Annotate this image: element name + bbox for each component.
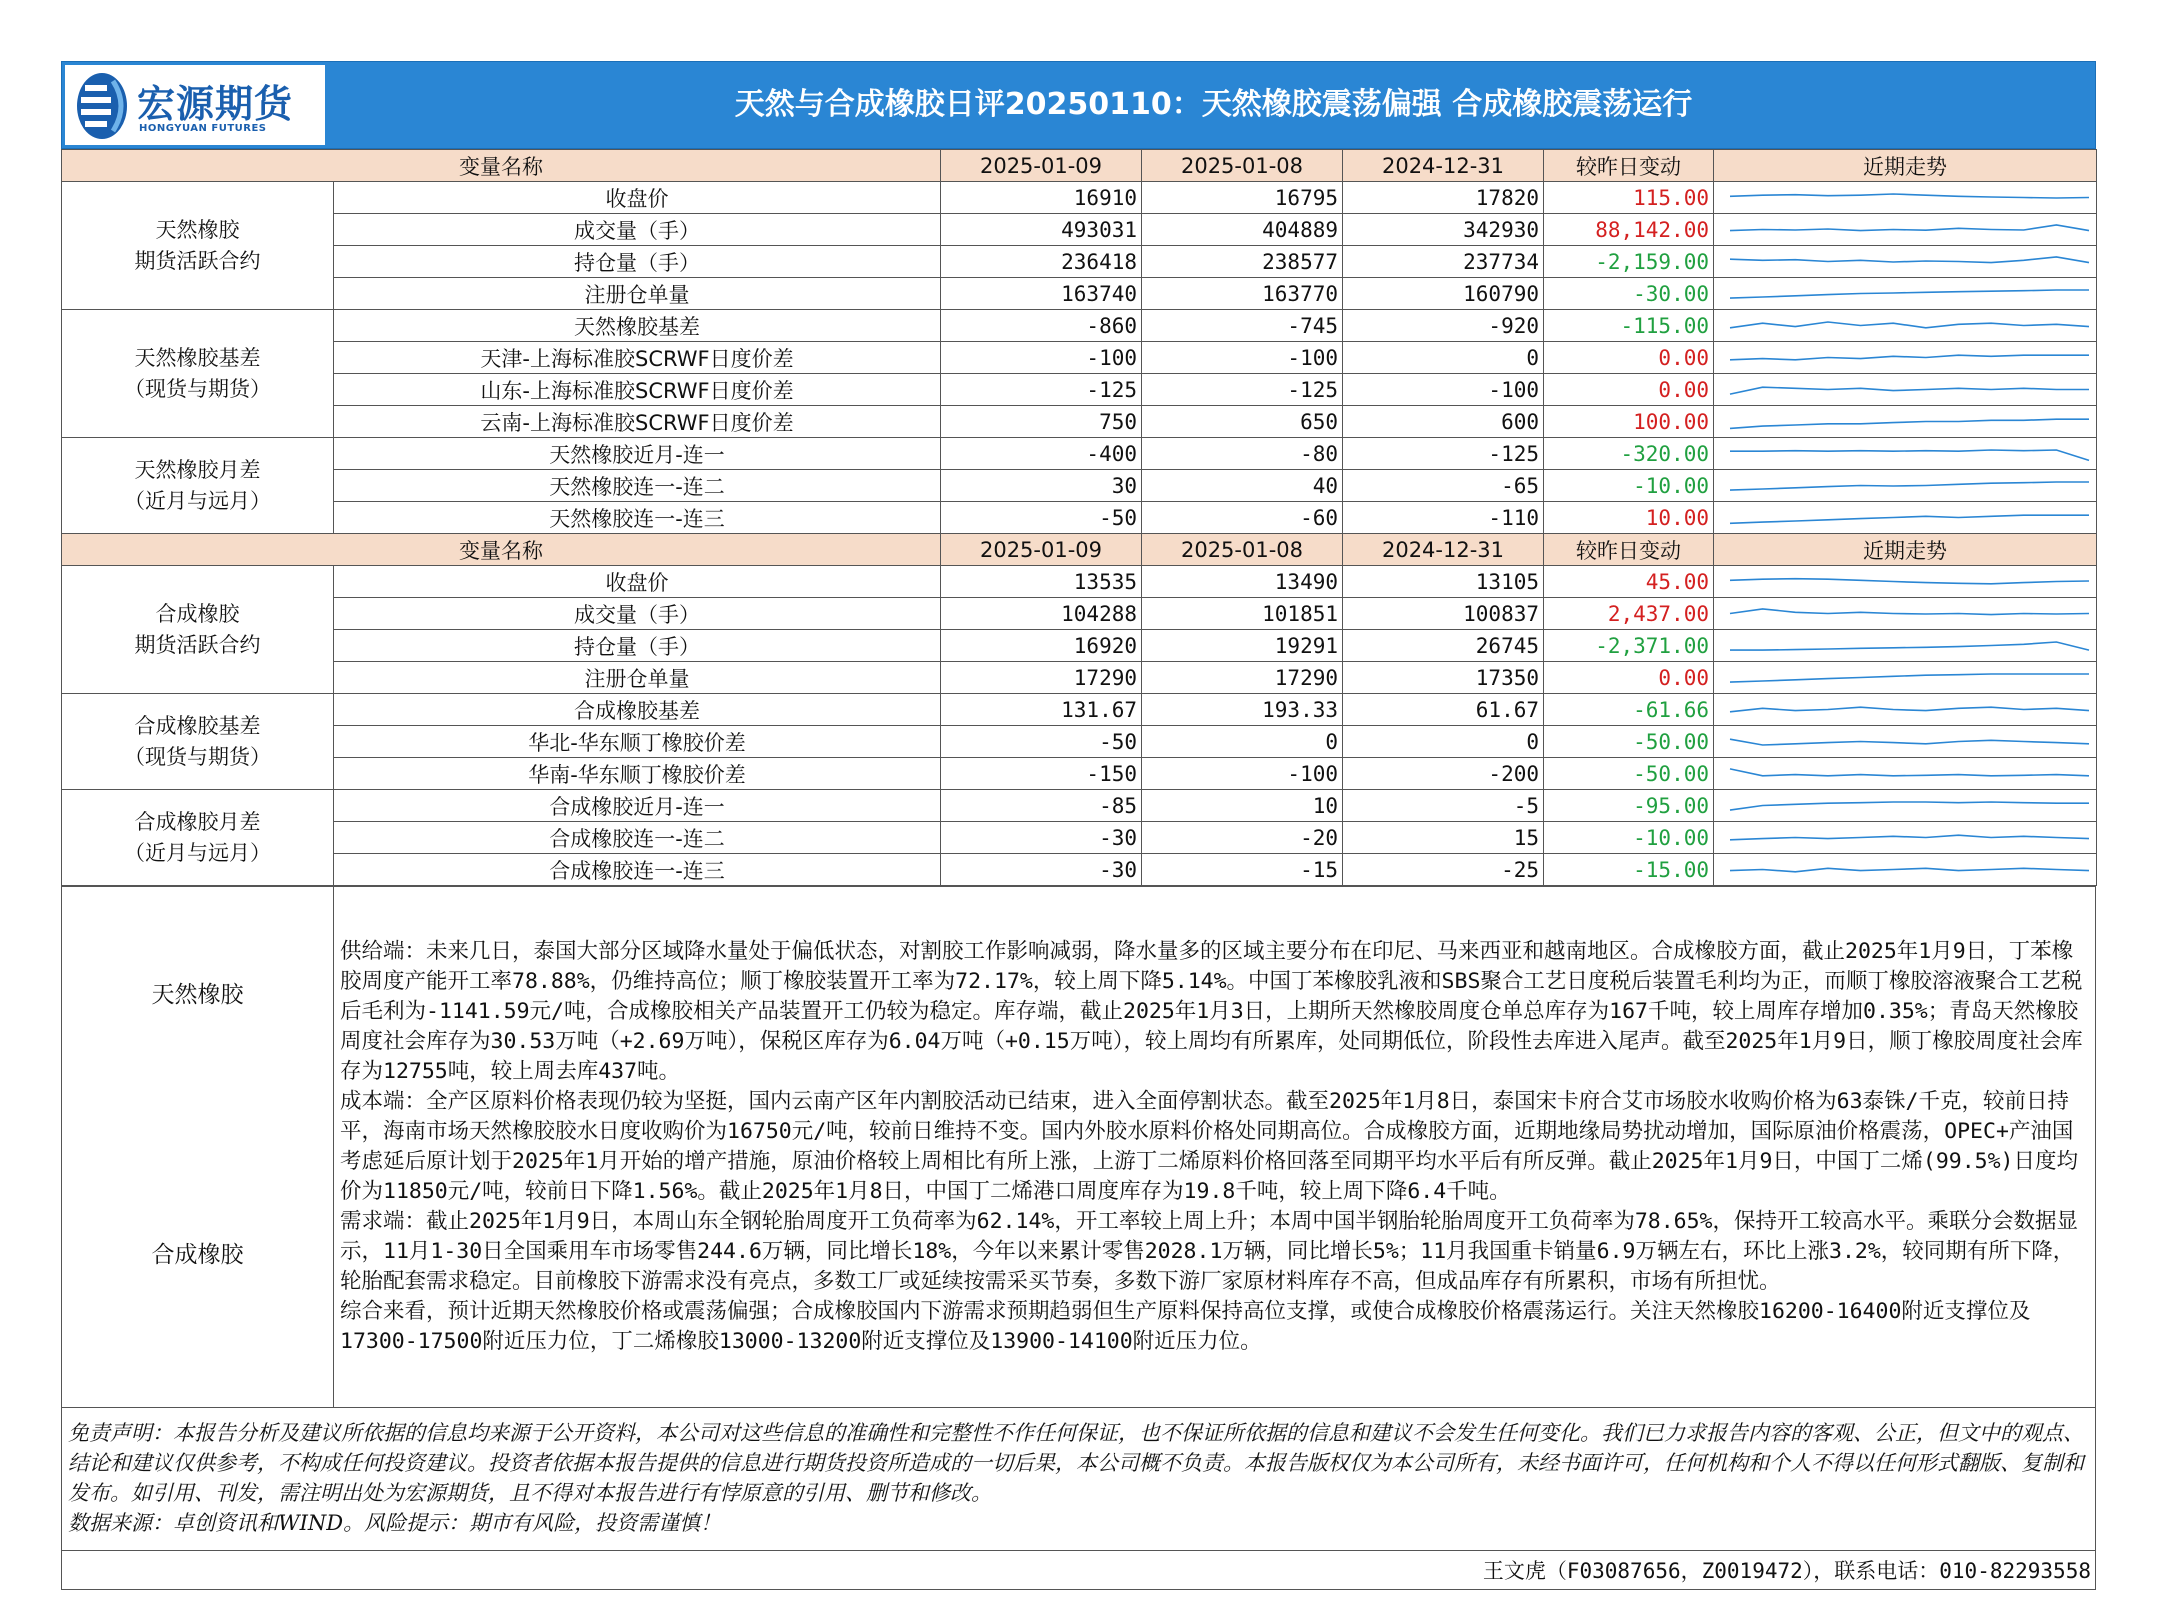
trend-sparkline [1714,694,2097,726]
group-category: 天然橡胶月差 （近月与远月） [62,438,334,534]
variable-name: 天然橡胶近月-连一 [334,438,941,470]
commentary-label-natural: 天然橡胶 [151,981,244,1008]
data-source-text: 数据来源：卓创资讯和WIND。风险提示：期市有风险，投资需谨慎！ [68,1511,722,1535]
value-date-1: 163740 [941,278,1142,310]
daily-change: 2,437.00 [1544,598,1714,630]
sparkline-line [1730,419,2089,428]
value-date-3: -65 [1343,470,1544,502]
group-category: 合成橡胶基差 （现货与期货） [62,694,334,790]
report-header [61,61,2096,149]
group-category: 天然橡胶 期货活跃合约 [62,182,334,310]
synthetic-header-row [62,534,2097,566]
value-date-2: 101851 [1142,598,1343,630]
table-row [62,374,2097,406]
value-date-3: 100837 [1343,598,1544,630]
analyst-footer: 王文虎（F03087656，Z0019472），联系电话：010-82293558 [61,1551,2096,1590]
trend-sparkline [1714,406,2097,438]
daily-change: 10.00 [1544,502,1714,534]
table-row [62,278,2097,310]
variable-name: 成交量（手） [334,214,941,246]
daily-change: -2,159.00 [1544,246,1714,278]
value-date-3: 17820 [1343,182,1544,214]
variable-name: 华南-华东顺丁橡胶价差 [334,758,941,790]
daily-change: 88,142.00 [1544,214,1714,246]
sparkline-chart [1718,374,2097,405]
sparkline-chart [1718,310,2097,341]
table-row [62,630,2097,662]
daily-change: -50.00 [1544,726,1714,758]
header-date-1: 2025-01-09 [941,534,1142,566]
trend-sparkline [1714,598,2097,630]
table-row [62,502,2097,534]
variable-name: 注册仓单量 [334,278,941,310]
sparkline-chart [1718,758,2097,789]
variable-name: 合成橡胶基差 [334,694,941,726]
daily-change: 0.00 [1544,374,1714,406]
value-date-1: 16920 [941,630,1142,662]
daily-change: -320.00 [1544,438,1714,470]
sparkline-chart [1718,246,2097,277]
value-date-3: 15 [1343,822,1544,854]
value-date-1: 236418 [941,246,1142,278]
trend-sparkline [1714,758,2097,790]
sparkline-line [1730,802,2089,810]
daily-change: -115.00 [1544,310,1714,342]
sparkline-line [1730,482,2089,490]
value-date-1: 750 [941,406,1142,438]
sparkline-chart [1718,438,2097,469]
daily-change: -15.00 [1544,854,1714,886]
header-change: 较昨日变动 [1544,534,1714,566]
supply-paragraph: 供给端：未来几日，泰国大部分区域降水量处于偏低状态，对割胶工作影响减弱，降水量多的区域主要分布在印尼、马来西亚和越南地区。合成橡胶方面，截止2025年1月9日，丁苯橡胶周度产能开工率78.88%，仍维持高位；顺丁橡胶装置开工率为72.17%，较上周下降5.14%。中国丁苯橡胶乳液和SBS聚合工艺日度税后装置毛利均为正，而顺丁橡胶溶液聚合工艺税后毛利为-1141.59元/吨，合成橡胶相关产品装置开工仍较为稳定。库存端，截止2025年1月3日，上期所天然橡胶周度仓单总库存为167千吨，较上周库存增加0.35%；青岛天然橡胶周度社会库存为30.53万吨（+2.69万吨），保税区库存为6.04万吨（+0.15万吨），较上周均有所累库，处同期低位，阶段性去库进入尾声。截至2025年1月9日，顺丁橡胶周度社会库存为12755吨，较上周去库437吨。 [340,939,2083,1084]
daily-change: 0.00 [1544,342,1714,374]
sparkline-line [1730,609,2089,615]
value-date-1: -30 [941,822,1142,854]
value-date-2: 40 [1142,470,1343,502]
header-date-2: 2025-01-08 [1142,534,1343,566]
commentary-categories [62,887,334,1408]
value-date-3: -100 [1343,374,1544,406]
demand-paragraph: 需求端：截止2025年1月9日，本周山东全钢轮胎周度开工负荷率为62.14%，开工率较上周上升；本周中国半钢胎轮胎周度开工负荷率为78.65%，保持开工较高水平。乘联分会数据显示，11月1-30日全国乘用车市场零售244.6万辆，同比增长18%，今年以来累计零售2028.1万辆，同比增长5%；11月我国重卡销量6.9万辆左右，环比上涨3.2%，较同期有所下降，轮胎配套需求稳定。目前橡胶下游需求没有亮点，多数工厂或延续按需采买节奏，多数下游厂家原材料库存不高，但成品库存有所累积，市场有所担忧。 [340,1209,2079,1294]
value-date-1: -85 [941,790,1142,822]
value-date-1: -50 [941,502,1142,534]
sparkline-line [1730,835,2089,840]
value-date-2: -100 [1142,758,1343,790]
daily-change: -61.66 [1544,694,1714,726]
header-change: 较昨日变动 [1544,150,1714,182]
value-date-2: 163770 [1142,278,1343,310]
value-date-3: -200 [1343,758,1544,790]
daily-change: 45.00 [1544,566,1714,598]
trend-sparkline [1714,566,2097,598]
variable-name: 合成橡胶连一-连二 [334,822,941,854]
daily-change: -10.00 [1544,470,1714,502]
header-date-1: 2025-01-09 [941,150,1142,182]
variable-name: 持仓量（手） [334,630,941,662]
commentary-text [334,887,2096,1408]
value-date-2: 404889 [1142,214,1343,246]
report-title: 天然与合成橡胶日评20250110：天然橡胶震荡偏强 合成橡胶震荡运行 [734,87,1693,122]
variable-name: 天然橡胶连一-连二 [334,470,941,502]
table-row [62,598,2097,630]
value-date-2: -80 [1142,438,1343,470]
logo-text-cn: 宏源期货 [137,82,294,126]
daily-change: 0.00 [1544,662,1714,694]
value-date-2: 193.33 [1142,694,1343,726]
sparkline-line [1730,290,2089,298]
trend-sparkline [1714,854,2097,886]
daily-change: 115.00 [1544,182,1714,214]
company-logo [65,65,325,145]
value-date-1: 30 [941,470,1142,502]
value-date-3: -110 [1343,502,1544,534]
daily-change: -2,371.00 [1544,630,1714,662]
value-date-2: 19291 [1142,630,1343,662]
trend-sparkline [1714,502,2097,534]
trend-sparkline [1714,374,2097,406]
trend-sparkline [1714,470,2097,502]
trend-sparkline [1714,630,2097,662]
variable-name: 云南-上海标准胶SCRWF日度价差 [334,406,941,438]
sparkline-line [1730,257,2089,263]
trend-sparkline [1714,214,2097,246]
value-date-3: 13105 [1343,566,1544,598]
value-date-2: -20 [1142,822,1343,854]
variable-name: 合成橡胶近月-连一 [334,790,941,822]
value-date-3: -920 [1343,310,1544,342]
value-date-2: -125 [1142,374,1343,406]
value-date-2: -60 [1142,502,1343,534]
sparkline-line [1730,322,2089,328]
value-date-2: -100 [1142,342,1343,374]
disclaimer-text: 免责声明：本报告分析及建议所依据的信息均来源于公开资料，本公司对这些信息的准确性和完整性不作任何保证，也不保证所依据的信息和建议不会发生任何变化。我们已力求报告内容的客观、公正，但文中的观点、结论和建议仅供参考，不构成任何投资建议。投资者依据本报告提供的信息进行期货投资所造成的一切后果，本公司概不负责。本报告版权仅为本公司所有，未经书面许可，任何机构和个人不得以任何形式翻版、复制和发布。如引用、刊发，需注明出处为宏源期货，且不得对本报告进行有悖原意的引用、删节和修改。 [68,1421,2084,1505]
value-date-3: 61.67 [1343,694,1544,726]
sparkline-chart [1718,406,2097,437]
variable-name: 山东-上海标准胶SCRWF日度价差 [334,374,941,406]
daily-change: -30.00 [1544,278,1714,310]
sparkline-line [1730,355,2089,360]
sparkline-line [1730,642,2089,650]
variable-name: 持仓量（手） [334,246,941,278]
value-date-1: 131.67 [941,694,1142,726]
value-date-2: 238577 [1142,246,1343,278]
sparkline-chart [1718,694,2097,725]
variable-name: 收盘价 [334,182,941,214]
sparkline-line [1730,225,2089,231]
variable-name: 天津-上海标准胶SCRWF日度价差 [334,342,941,374]
value-date-3: -25 [1343,854,1544,886]
value-date-3: 17350 [1343,662,1544,694]
daily-change: -50.00 [1544,758,1714,790]
value-date-1: -50 [941,726,1142,758]
table-row [62,470,2097,502]
header-var-name: 变量名称 [62,534,941,566]
trend-sparkline [1714,278,2097,310]
value-date-3: -125 [1343,438,1544,470]
sparkline-chart [1718,470,2097,501]
trend-sparkline [1714,342,2097,374]
table-row [62,214,2097,246]
disclaimer-block [61,1408,2096,1551]
value-date-1: -860 [941,310,1142,342]
table-row [62,182,2097,214]
variable-name: 天然橡胶连一-连三 [334,502,941,534]
sparkline-line [1730,674,2089,682]
header-date-3: 2024-12-31 [1343,534,1544,566]
trend-sparkline [1714,726,2097,758]
sparkline-chart [1718,566,2097,597]
sparkline-line [1730,515,2089,523]
trend-sparkline [1714,438,2097,470]
table-row [62,822,2097,854]
header-date-3: 2024-12-31 [1343,150,1544,182]
trend-sparkline [1714,790,2097,822]
table-row [62,438,2097,470]
header-trend: 近期走势 [1714,150,2097,182]
table-row [62,310,2097,342]
variable-name: 收盘价 [334,566,941,598]
value-date-2: 13490 [1142,566,1343,598]
sparkline-chart [1718,598,2097,629]
sparkline-line [1730,579,2089,584]
trend-sparkline [1714,822,2097,854]
variable-name: 合成橡胶连一-连三 [334,854,941,886]
table-row [62,662,2097,694]
sparkline-line [1730,707,2089,712]
variable-name: 注册仓单量 [334,662,941,694]
value-date-2: 0 [1142,726,1343,758]
cost-paragraph: 成本端：全产区原料价格表现仍较为坚挺，国内云南产区年内割胶活动已结束，进入全面停割状态。截至2025年1月8日，泰国宋卡府合艾市场胶水收购价格为63泰铢/千克，较前日持平，海南市场天然橡胶胶水日度收购价为16750元/吨，较前日维持不变。国内外胶水原料价格处同期高位。合成橡胶方面，近期地缘局势扰动增加，国际原油价格震荡，OPEC+产油国考虑延后原计划于2025年1月开始的增产措施，原油价格较上周相比有所上涨，上游丁二烯原料价格回落至同期平均水平后有所反弹。截止2025年1月9日，中国丁二烯(99.5%)日度均价为11850元/吨，较前日下降1.56%。截止2025年1月8日，中国丁二烯港口周度库存为19.8千吨，较上周下降6.4千吨。 [340,1089,2079,1204]
sparkline-line [1730,739,2089,745]
value-date-3: -5 [1343,790,1544,822]
value-date-1: -30 [941,854,1142,886]
value-date-2: 10 [1142,790,1343,822]
data-table [61,149,2097,886]
group-category: 天然橡胶基差 （现货与期货） [62,310,334,438]
sparkline-line [1730,450,2089,460]
value-date-1: -125 [941,374,1142,406]
value-date-3: 0 [1343,342,1544,374]
sparkline-chart [1718,214,2097,245]
value-date-1: -100 [941,342,1142,374]
trend-sparkline [1714,246,2097,278]
daily-change: -95.00 [1544,790,1714,822]
natural-header-row [62,150,2097,182]
table-row [62,406,2097,438]
sparkline-chart [1718,182,2097,213]
value-date-1: 104288 [941,598,1142,630]
value-date-3: 600 [1343,406,1544,438]
commentary-label-synthetic: 合成橡胶 [151,1241,244,1268]
header-var-name: 变量名称 [62,150,941,182]
trend-sparkline [1714,182,2097,214]
sparkline-line [1730,769,2089,776]
summary-paragraph: 综合来看，预计近期天然橡胶价格或震荡偏强；合成橡胶国内下游需求预期趋弱但生产原料保持高位支撑，或使合成橡胶价格震荡运行。关注天然橡胶16200-16400附近支撑位及17300-17500附近压力位，丁二烯橡胶13000-13200附近支撑位及13900-14100附近压力位。 [340,1299,2031,1354]
value-date-3: 26745 [1343,630,1544,662]
commentary-table [61,886,2096,1408]
group-category: 合成橡胶 期货活跃合约 [62,566,334,694]
value-date-2: 16795 [1142,182,1343,214]
report-frame [61,61,2096,1590]
value-date-3: 0 [1343,726,1544,758]
sparkline-line [1730,194,2089,198]
sparkline-chart [1718,630,2097,661]
value-date-1: 493031 [941,214,1142,246]
table-row [62,246,2097,278]
sparkline-chart [1718,662,2097,693]
table-row [62,342,2097,374]
value-date-3: 160790 [1343,278,1544,310]
sparkline-chart [1718,502,2097,533]
sparkline-chart [1718,854,2097,885]
sparkline-line [1730,387,2089,394]
table-row [62,566,2097,598]
table-row [62,854,2097,886]
sparkline-chart [1718,822,2097,853]
value-date-1: 16910 [941,182,1142,214]
value-date-1: -400 [941,438,1142,470]
sparkline-chart [1718,278,2097,309]
value-date-1: 17290 [941,662,1142,694]
value-date-3: 237734 [1343,246,1544,278]
value-date-2: -15 [1142,854,1343,886]
sparkline-chart [1718,342,2097,373]
table-row [62,726,2097,758]
header-trend: 近期走势 [1714,534,2097,566]
daily-change: -10.00 [1544,822,1714,854]
value-date-2: 650 [1142,406,1343,438]
sparkline-line [1730,868,2089,872]
table-row [62,694,2097,726]
trend-sparkline [1714,662,2097,694]
header-date-2: 2025-01-08 [1142,150,1343,182]
sparkline-chart [1718,726,2097,757]
table-row [62,790,2097,822]
trend-sparkline [1714,310,2097,342]
table-row [62,758,2097,790]
logo-mark-icon [75,71,129,141]
variable-name: 成交量（手） [334,598,941,630]
daily-change: 100.00 [1544,406,1714,438]
logo-text-en: HONGYUAN FUTURES [139,123,267,134]
value-date-2: 17290 [1142,662,1343,694]
value-date-1: 13535 [941,566,1142,598]
sparkline-chart [1718,790,2097,821]
group-category: 合成橡胶月差 （近月与远月） [62,790,334,886]
variable-name: 华北-华东顺丁橡胶价差 [334,726,941,758]
value-date-1: -150 [941,758,1142,790]
value-date-3: 342930 [1343,214,1544,246]
value-date-2: -745 [1142,310,1343,342]
variable-name: 天然橡胶基差 [334,310,941,342]
